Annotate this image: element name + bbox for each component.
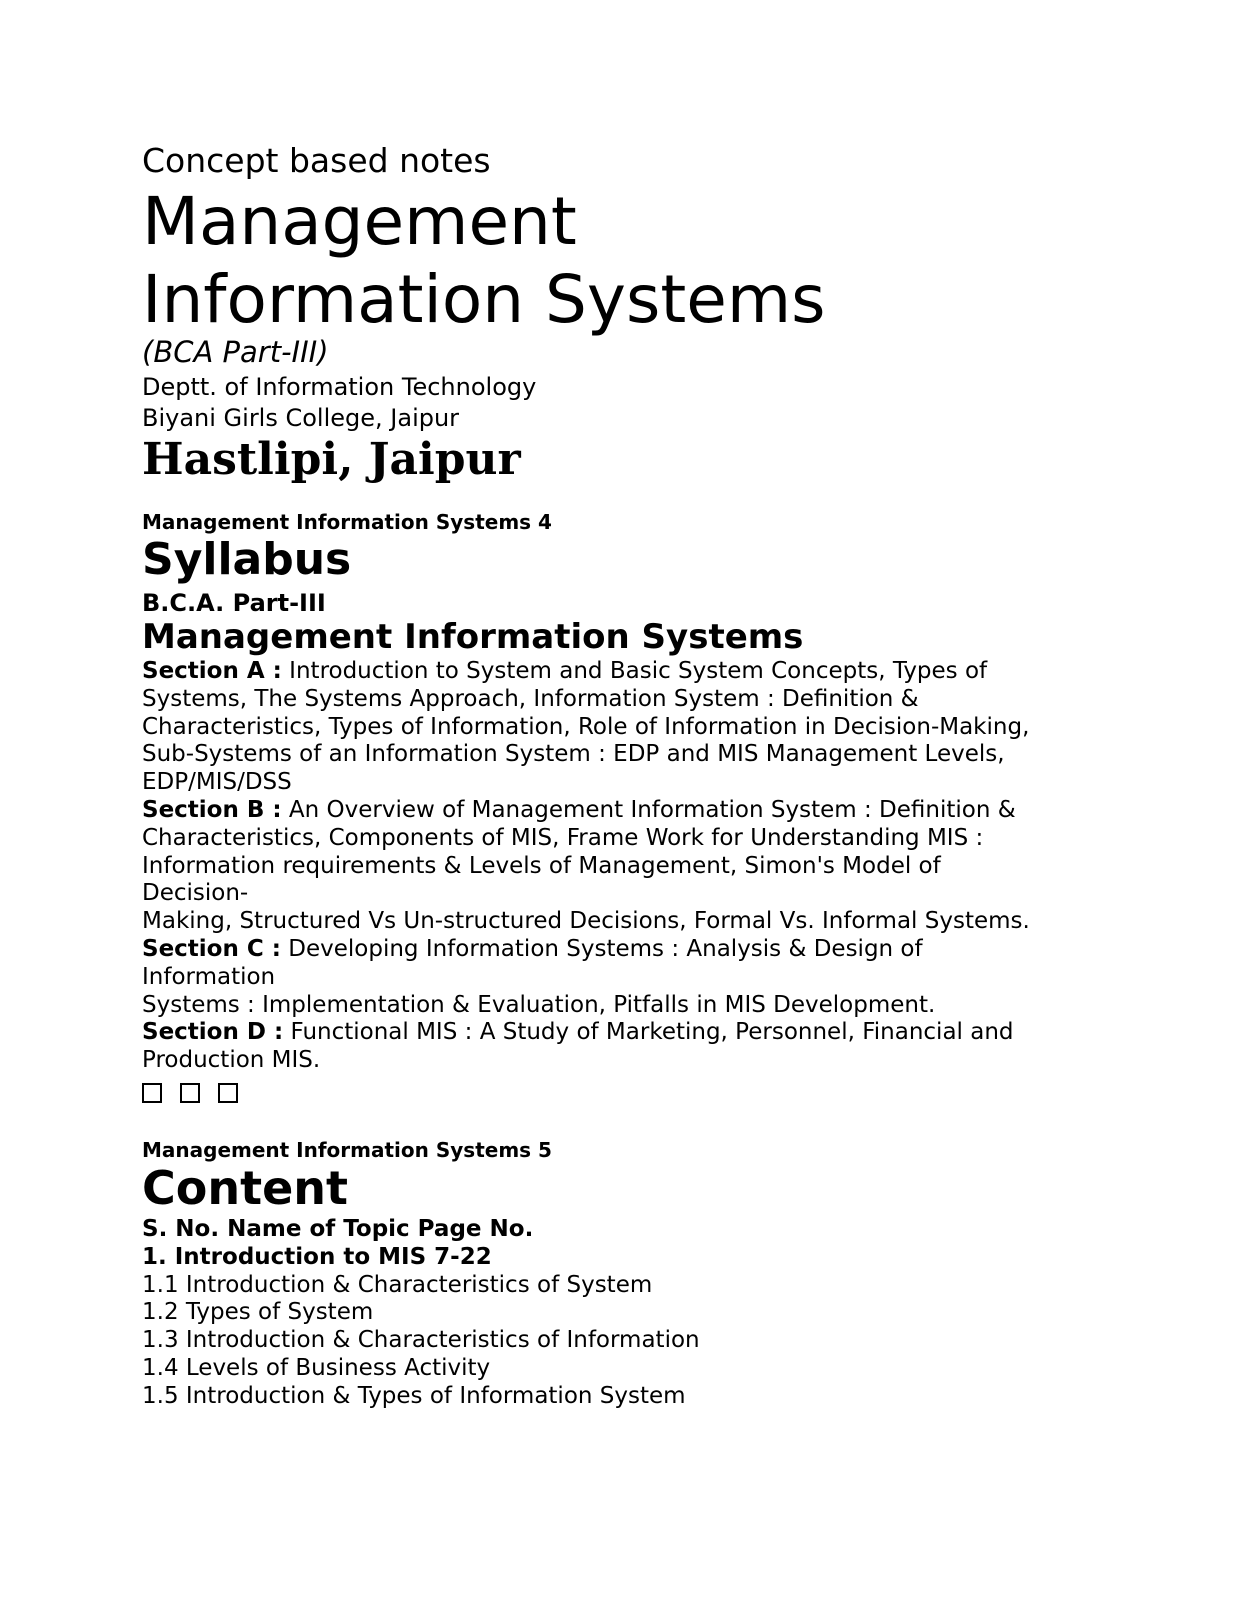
syllabus-line: Section A : Introduction to System and Basic System Concepts, Types of [142, 658, 988, 684]
syllabus-line: Information [142, 963, 276, 990]
cover-kicker: Concept based notes [142, 141, 491, 180]
toc-column-header: S. No. Name of Topic Page No. [142, 1216, 534, 1242]
syllabus-line: Information requirements & Levels of Management, Simon's Model of [142, 852, 941, 879]
syllabus-line: Characteristics, Components of MIS, Frame Work for Understanding MIS : [142, 824, 984, 851]
syllabus-line: Systems, The Systems Approach, Information System : Definition & [142, 685, 919, 712]
section-label: Section A : [142, 658, 282, 684]
empty-box-icon [180, 1083, 200, 1103]
cover-college: Biyani Girls College, Jaipur [142, 404, 460, 432]
syllabus-line: Section C : Developing Information Systems : Analysis & Design of [142, 935, 923, 962]
syllabus-line: Section D : Functional MIS : A Study of Marketing, Personnel, Financial and [142, 1019, 1014, 1046]
cover-title-line2: Information Systems [142, 261, 826, 338]
syllabus-line: Section B : An Overview of Management Information System : Definition & [142, 796, 1016, 823]
toc-chapter: 1. Introduction to MIS 7-22 [142, 1243, 492, 1270]
section-label: Section B : [142, 796, 282, 823]
toc-item: 1.5 Introduction & Types of Information System [142, 1382, 686, 1409]
section-label: Section D : [142, 1019, 284, 1046]
content-heading: Content [142, 1161, 349, 1215]
running-head-syllabus: Management Information Systems 4 [142, 510, 552, 534]
syllabus-course: B.C.A. Part-III [142, 589, 326, 617]
syllabus-line: EDP/MIS/DSS [142, 769, 292, 796]
cover-course: (BCA Part-III) [142, 335, 329, 369]
syllabus-heading: Syllabus [142, 534, 352, 585]
cover-publisher: Hastlipi, Jaipur [142, 434, 521, 485]
section-label: Section C : [142, 935, 281, 962]
syllabus-line: Sub-Systems of an Information System : EDP and MIS Management Levels, [142, 741, 1005, 768]
syllabus-line: Characteristics, Types of Information, Role of Information in Decision-Making, [142, 713, 1030, 740]
cover-department: Deptt. of Information Technology [142, 373, 537, 401]
syllabus-line: Systems : Implementation & Evaluation, Pitfalls in MIS Development. [142, 991, 936, 1018]
toc-item: 1.3 Introduction & Characteristics of Information [142, 1327, 700, 1354]
placeholder-boxes [142, 1083, 238, 1103]
syllabus-line: Making, Structured Vs Un-structured Decisions, Formal Vs. Informal Systems. [142, 908, 1030, 935]
empty-box-icon [142, 1083, 162, 1103]
syllabus-body [142, 658, 1102, 1075]
syllabus-subject: Management Information Systems [142, 617, 804, 657]
empty-box-icon [218, 1083, 238, 1103]
toc-item: 1.4 Levels of Business Activity [142, 1354, 491, 1381]
toc-item: 1.1 Introduction & Characteristics of System [142, 1271, 653, 1298]
table-of-contents [142, 1216, 700, 1411]
toc-item: 1.2 Types of System [142, 1299, 374, 1326]
running-head-content: Management Information Systems 5 [142, 1138, 552, 1162]
syllabus-line: Decision- [142, 880, 249, 907]
cover-title-line1: Management [142, 183, 577, 260]
syllabus-line: Production MIS. [142, 1047, 321, 1074]
